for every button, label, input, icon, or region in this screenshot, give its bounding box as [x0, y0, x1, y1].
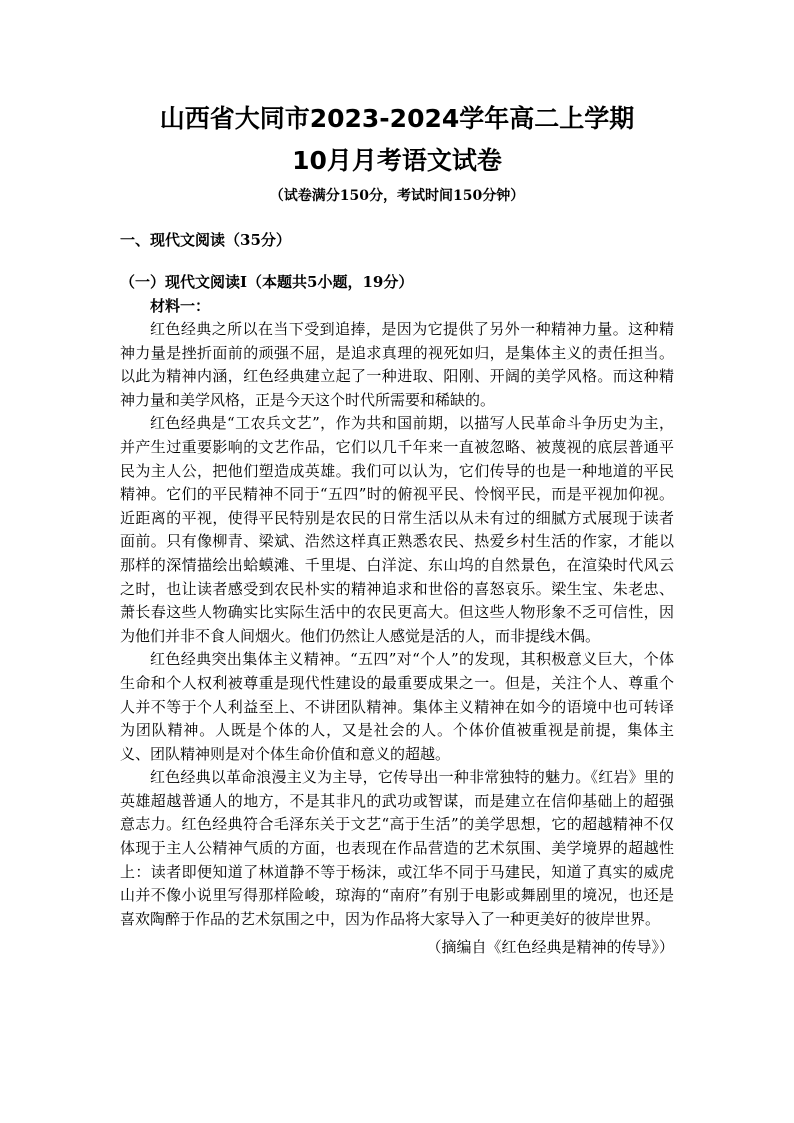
exam-info: （试卷满分150分，考试时间150分钟） [269, 188, 525, 204]
subsection-heading: （一）现代文阅读Ⅰ（本题共5小题，19分） [120, 273, 414, 291]
paragraph-3: 红色经典突出集体主义精神。“五四”对“个人”的发现，其积极意义巨大，个体生命和个人权利被尊重是现代性建设的最重要成果之一。但是，关注个人、尊重个人并不等于个人利益至上、不讲团队精神。集体主义精神在如今的语境中也可转译为团队精神。人既是个体的人，又是社会的人。个体价值被重视是前提，集体主义、团队精神则是对个体生命价值和意义的超越。 [120, 650, 674, 763]
material-label: 材料一： [150, 297, 211, 315]
section-heading: 一、现代文阅读（35分） [120, 231, 291, 249]
paragraph-4: 红色经典以革命浪漫主义为主导，它传导出一种非常独特的魅力。《红岩》里的英雄超越普通人的地方，不是其非凡的武功或智谋，而是建立在信仰基础上的超强意志力。红色经典符合毛泽东关于文艺“高于生活”的美学思想，它的超越精神不仅体现于主人公精神气质的方面，也表现在作品营造的艺术氛围、美学境界的超越性上：读者即便知道了林道静不等于杨沫，或江华不同于马建民，知道了真实的威虎山并不像小说里写得那样险峻，琼海的“南府”有别于电影或舞剧里的境况，也还是喜欢陶醉于作品的艺术氛围之中，因为作品将大家导入了一种更美好的彼岸世界。 [120, 768, 674, 928]
paragraph-1: 红色经典之所以在当下受到追捧，是因为它提供了另外一种精神力量。这种精神力量是挫折面前的顽强不屈，是追求真理的视死如归，是集体主义的责任担当。以此为精神内涵，红色经典建立起了一种进取、阳刚、开阔的美学风格。而这种精神力量和美学风格，正是今天这个时代所需要和稀缺的。 [120, 320, 674, 409]
exam-title-line2: 10月月考语文试卷 [292, 146, 502, 175]
paragraph-2: 红色经典是“工农兵文艺”，作为共和国前期，以描写人民革命斗争历史为主，并产生过重要影响的文艺作品，它们以几千年来一直被忽略、被蔑视的底层普通平民为主人公，把他们塑造成英雄。我们可以认为，它们传导的也是一种地道的平民精神。它们的平民精神不同于“五四”时的俯视平民、怜悯平民，而是平视加仰视。近距离的平视，使得平民特别是农民的日常生活以从未有过的细腻方式展现于读者面前。只有像柳青、梁斌、浩然这样真正熟悉农民、热爱乡村生活的作家，才能以那样的深情描绘出蛤蟆滩、千里堤、白洋淀、东山坞的自然景色，在渲染时代风云之时，也让读者感受到农民朴实的精神追求和世俗的喜怒哀乐。梁生宝、朱老忠、萧长春这些人物确实比实际生活中的农民更高大。但这些人物形象不乏可信性，因为他们并非不食人间烟火。他们仍然让人感觉是活的人，而非提线木偶。 [120, 414, 674, 645]
source-citation: （摘编自《红色经典是精神的传导》） [426, 938, 674, 957]
exam-title-line1: 山西省大同市2023-2024学年高二上学期 [159, 104, 635, 133]
